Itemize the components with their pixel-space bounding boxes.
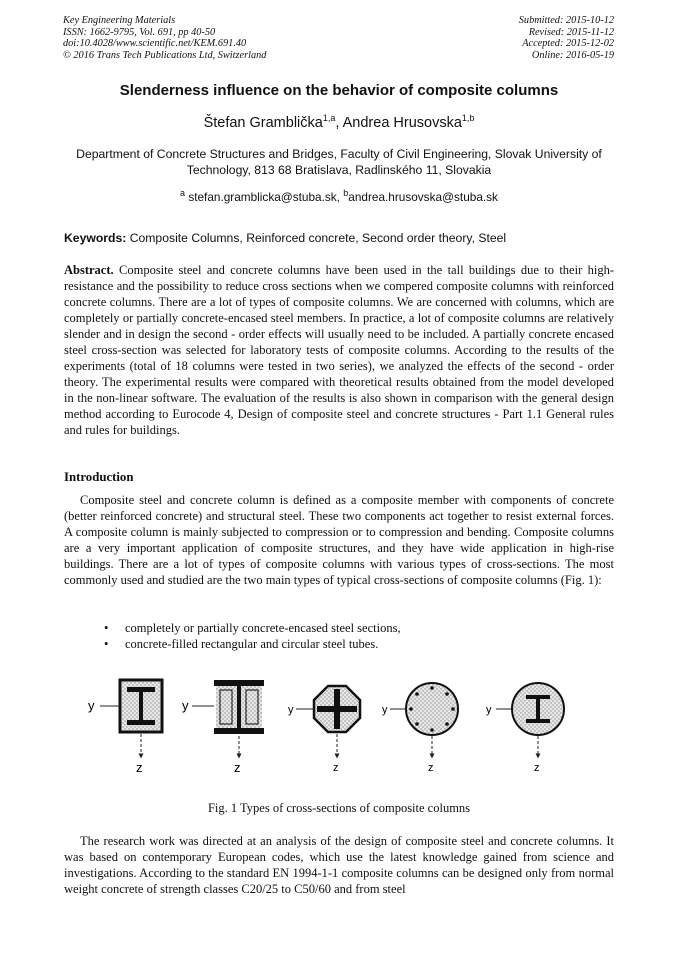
cross-sections-figure — [80, 672, 600, 782]
axis-y-label: y — [382, 704, 388, 716]
author-separator: , — [335, 114, 343, 131]
email-link: stefan.gramblicka@stuba.sk, — [185, 189, 344, 204]
email-sup: b — [343, 188, 349, 198]
axis-z-label: z — [534, 762, 540, 774]
abstract-text: Composite steel and concrete columns have been used in the tall buildings due to their high-resistance and the possibility to reduce cross sections when we compered composite columns with reinforced concrete columns. There are a lot of types of composite columns. We are concerned with columns, which are completely or partially concrete-encased steel members. In practice, a lot of composite columns are relatively slender and in design the second - order effects will usually need to be included. A partially concrete encased steel cross-section was selected for laboratory tests of composite columns. According to the results of the experiments (total of 18 columns were tested in two series), we analyzed the effects of the second - order theory. The experimental results were compared with theoretical results obtained from the model developed in the non-linear software. The evaluation of the results is also shown in comparison with the general design method according to Eurocode 4, Design of composite steel and concrete structures - Part 1.1 General rules and rules for buildings. — [64, 263, 614, 437]
axis-y-label: y — [182, 698, 189, 713]
encased-i-section-icon — [100, 680, 162, 756]
partially-encased-section-icon — [192, 680, 264, 756]
section-heading-introduction: Introduction — [64, 470, 134, 484]
bullet-icon: • — [104, 637, 109, 651]
author-affiliation-sup: 1,b — [461, 113, 475, 123]
list-item — [104, 636, 604, 652]
axis-y-label: y — [288, 704, 294, 716]
circular-tube-rebars-icon — [390, 683, 458, 756]
journal-name: Key Engineering Materials — [63, 15, 176, 26]
introduction-paragraph: Composite steel and concrete column is defined as a composite member with components of concrete (better reinforced concrete) and structural steel. These two components act together to resist external forces. A composite column is mainly subjected to compression or to compression and bending. Composite columns are a very important application of composite structures, and they have wide application in high-rise buildings. There are a lot of types of composite columns with various types of cross-sections. The most commonly used and studied are the two main types of typical cross-sections of composite columns (Fig. 1): — [64, 493, 614, 587]
email-sup: a — [180, 188, 186, 198]
keywords-text: Composite Columns, Reinforced concrete, Second order theory, Steel — [126, 231, 507, 245]
axis-z-label: z — [136, 760, 143, 775]
journal-doi: doi:10.4028/www.scientific.net/KEM.691.40 — [63, 38, 247, 50]
author-name: Andrea Hrusovska — [342, 114, 462, 131]
journal-copyright: © 2016 Trans Tech Publications Ltd, Switzerland — [63, 49, 267, 61]
email-link: andrea.hrusovska@stuba.sk — [348, 189, 498, 204]
journal-info — [63, 15, 266, 61]
keywords — [64, 231, 624, 245]
list-item-text: concrete-filled rectangular and circular steel tubes. — [125, 637, 379, 651]
author-list — [0, 113, 678, 131]
date-online: Online: 2016-05-19 — [531, 49, 614, 61]
author-name: Štefan Gramblička — [203, 114, 323, 131]
circular-tube-i-section-icon — [496, 683, 564, 756]
author-emails — [0, 188, 678, 204]
axis-z-label: z — [234, 760, 241, 775]
date-submitted: Submitted: 2015-10-12 — [518, 15, 614, 26]
keywords-label: Keywords: — [64, 231, 127, 245]
research-paragraph: The research work was directed at an analysis of the design of composite steel and concrete columns. It was based on contemporary European codes, which use the latest knowledge gained from science and investigations. According to the standard EN 1994-1-1 composite columns can be designed only from normal weight concrete of strength classes C20/25 to C50/60 and from steel — [64, 834, 614, 896]
cross-section-list — [104, 620, 604, 652]
abstract-label: Abstract. — [64, 263, 114, 277]
axis-y-label: y — [486, 704, 492, 716]
date-accepted: Accepted: 2015-12-02 — [522, 38, 614, 50]
paper-title: Slenderness influence on the behavior of composite columns — [119, 82, 559, 99]
octagonal-cross-section-icon — [296, 686, 360, 756]
axis-y-label: y — [88, 698, 95, 713]
list-item — [104, 620, 604, 636]
figure-caption: Fig. 1 Types of cross-sections of composite columns — [207, 801, 471, 815]
abstract — [64, 262, 614, 438]
author-affiliation-sup: 1,a — [322, 113, 336, 123]
axis-z-label: z — [333, 762, 339, 774]
journal-issn: ISSN: 1662-9795, Vol. 691, pp 40-50 — [63, 26, 216, 38]
date-revised: Revised: 2015-11-12 — [528, 26, 614, 38]
axis-z-label: z — [428, 762, 434, 774]
list-item-text: completely or partially concrete-encased steel sections, — [125, 621, 401, 635]
bullet-icon: • — [104, 621, 109, 635]
submission-dates — [519, 15, 614, 61]
affiliation: Department of Concrete Structures and Bridges, Faculty of Civil Engineering, Slovak University of Technology, 813 68 Bratislava, Radlinského 11, Slovakia — [76, 147, 602, 177]
